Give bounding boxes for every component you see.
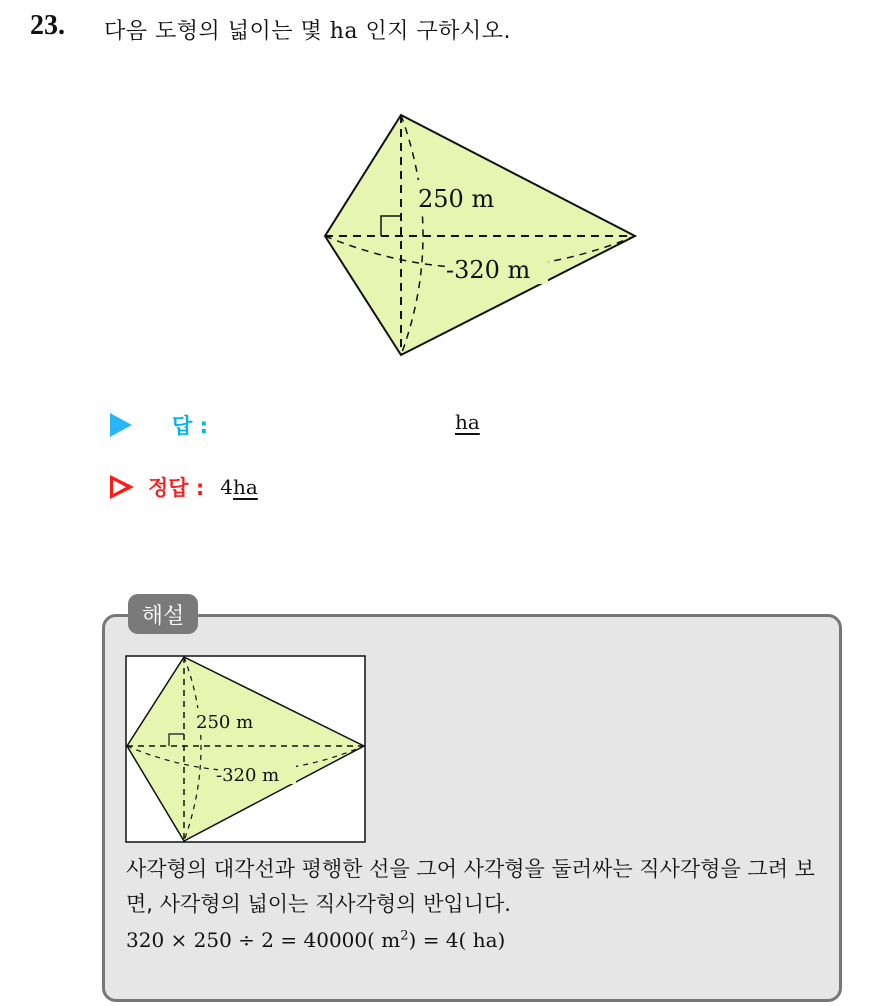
solution-figure [124,654,368,844]
question-text [104,14,511,45]
correct-unit: ha [233,475,258,499]
question-number: 23. [30,10,65,41]
question-unit: ha [329,19,359,44]
question-text-after: 인지 구하시오. [358,19,512,44]
answer-row [110,410,208,440]
equation-part1: 320 × 250 ÷ 2 = 40000( m [126,928,401,952]
solution-label-320m: -320 m [216,765,280,786]
correct-answer-value [220,475,258,499]
solution-tab: 해설 [128,594,198,634]
correct-value: 4 [220,475,234,499]
solution-explanation: 사각형의 대각선과 평행한 선을 그어 사각형을 둘러싸는 직사각형을 그려 보면, 사각형의 넓이는 직사각형의 반입니다. [126,857,815,916]
label-320m: -320 m [446,256,531,284]
solution-equation [126,928,505,952]
solution-label-250m: 250 m [196,712,254,733]
quadrilateral-figure [315,105,645,365]
hollow-triangle-icon [110,475,134,499]
correct-answer-label: 정답 : [148,476,205,500]
correct-answer-row [110,472,258,502]
answer-unit[interactable]: ha [455,410,480,434]
label-250m: 250 m [418,185,495,213]
equation-superscript: 2 [400,928,409,944]
equation-part2: ) = 4( ha) [408,928,506,952]
answer-label: 답 : [172,414,208,438]
triangle-bullet-icon [110,413,132,437]
question-text-before: 다음 도형의 넓이는 몇 [104,19,330,44]
